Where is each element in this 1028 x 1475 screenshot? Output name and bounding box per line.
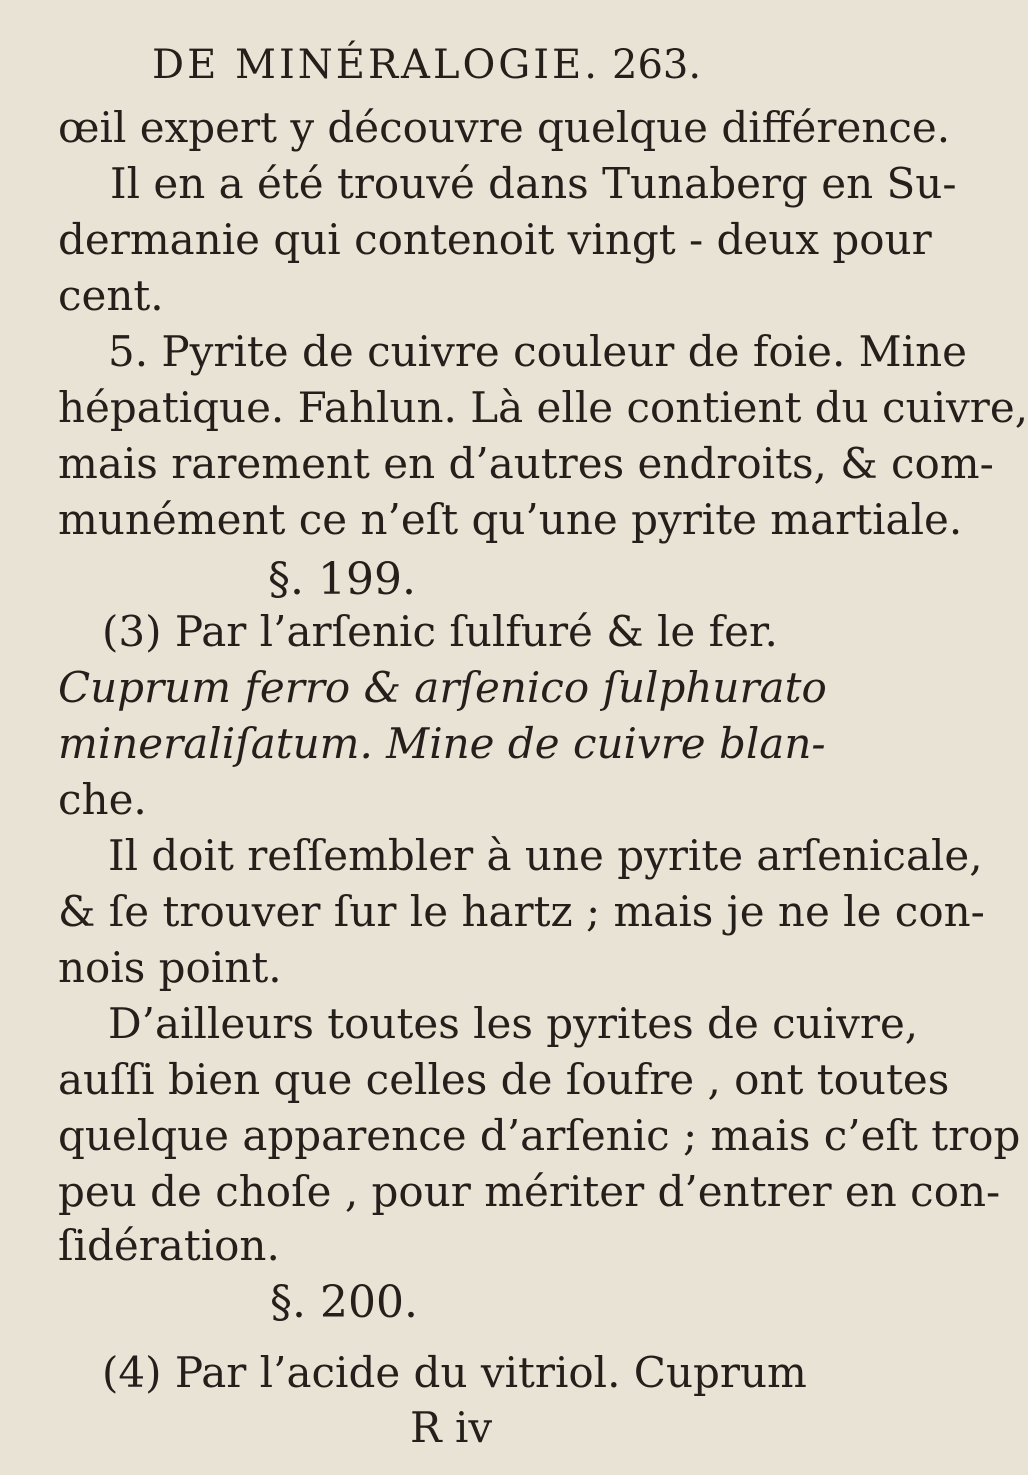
page-number: 263.	[612, 42, 702, 88]
text-line: munément ce n’eſt qu’une pyrite martiale.	[58, 495, 963, 544]
text-line: (3) Par l’arſenic ſulfuré & le fer.	[102, 607, 778, 656]
text-line: Il doit reſſembler à une pyrite arſenicale,	[108, 831, 983, 880]
running-head: DE MINÉRALOGIE.	[152, 42, 600, 88]
text-line: & ſe trouver ſur le hartz ; mais je ne le con-	[58, 887, 985, 936]
text-line: auſſi bien que celles de ſoufre , ont toutes	[58, 1055, 950, 1104]
text-line: che.	[58, 775, 147, 824]
text-line: Cuprum ferro & arſenico ſulphurato	[58, 663, 827, 712]
text-line: mais rarement en d’autres endroits, & com-	[58, 439, 994, 488]
text-line: hépatique. Fahlun. Là elle contient du cuivre,	[58, 383, 1028, 432]
text-line: mineraliſatum. Mine de cuivre blan-	[58, 719, 826, 768]
signature-mark: R iv	[410, 1403, 493, 1452]
text-line: nois point.	[58, 943, 282, 992]
text-line: (4) Par l’acide du vitriol. Cuprum	[102, 1348, 807, 1397]
section-heading: §. 200.	[270, 1277, 418, 1328]
text-line: D’ailleurs toutes les pyrites de cuivre,	[108, 999, 919, 1048]
text-line: dermanie qui contenoit vingt - deux pour	[58, 215, 932, 264]
section-heading: §. 199.	[268, 554, 416, 605]
text-line: œil expert y découvre quelque différence.	[58, 103, 951, 152]
page-header	[152, 38, 752, 98]
text-line: peu de choſe , pour mériter d’entrer en con-	[58, 1167, 1001, 1216]
text-line: 5. Pyrite de cuivre couleur de foie. Mine	[108, 327, 967, 376]
text-line: cent.	[58, 271, 164, 320]
text-line: ſidération.	[58, 1221, 280, 1270]
text-line: Il en a été trouvé dans Tunaberg en Su-	[110, 159, 957, 208]
text-line: quelque apparence d’arſenic ; mais c’eſt trop	[58, 1111, 1021, 1160]
